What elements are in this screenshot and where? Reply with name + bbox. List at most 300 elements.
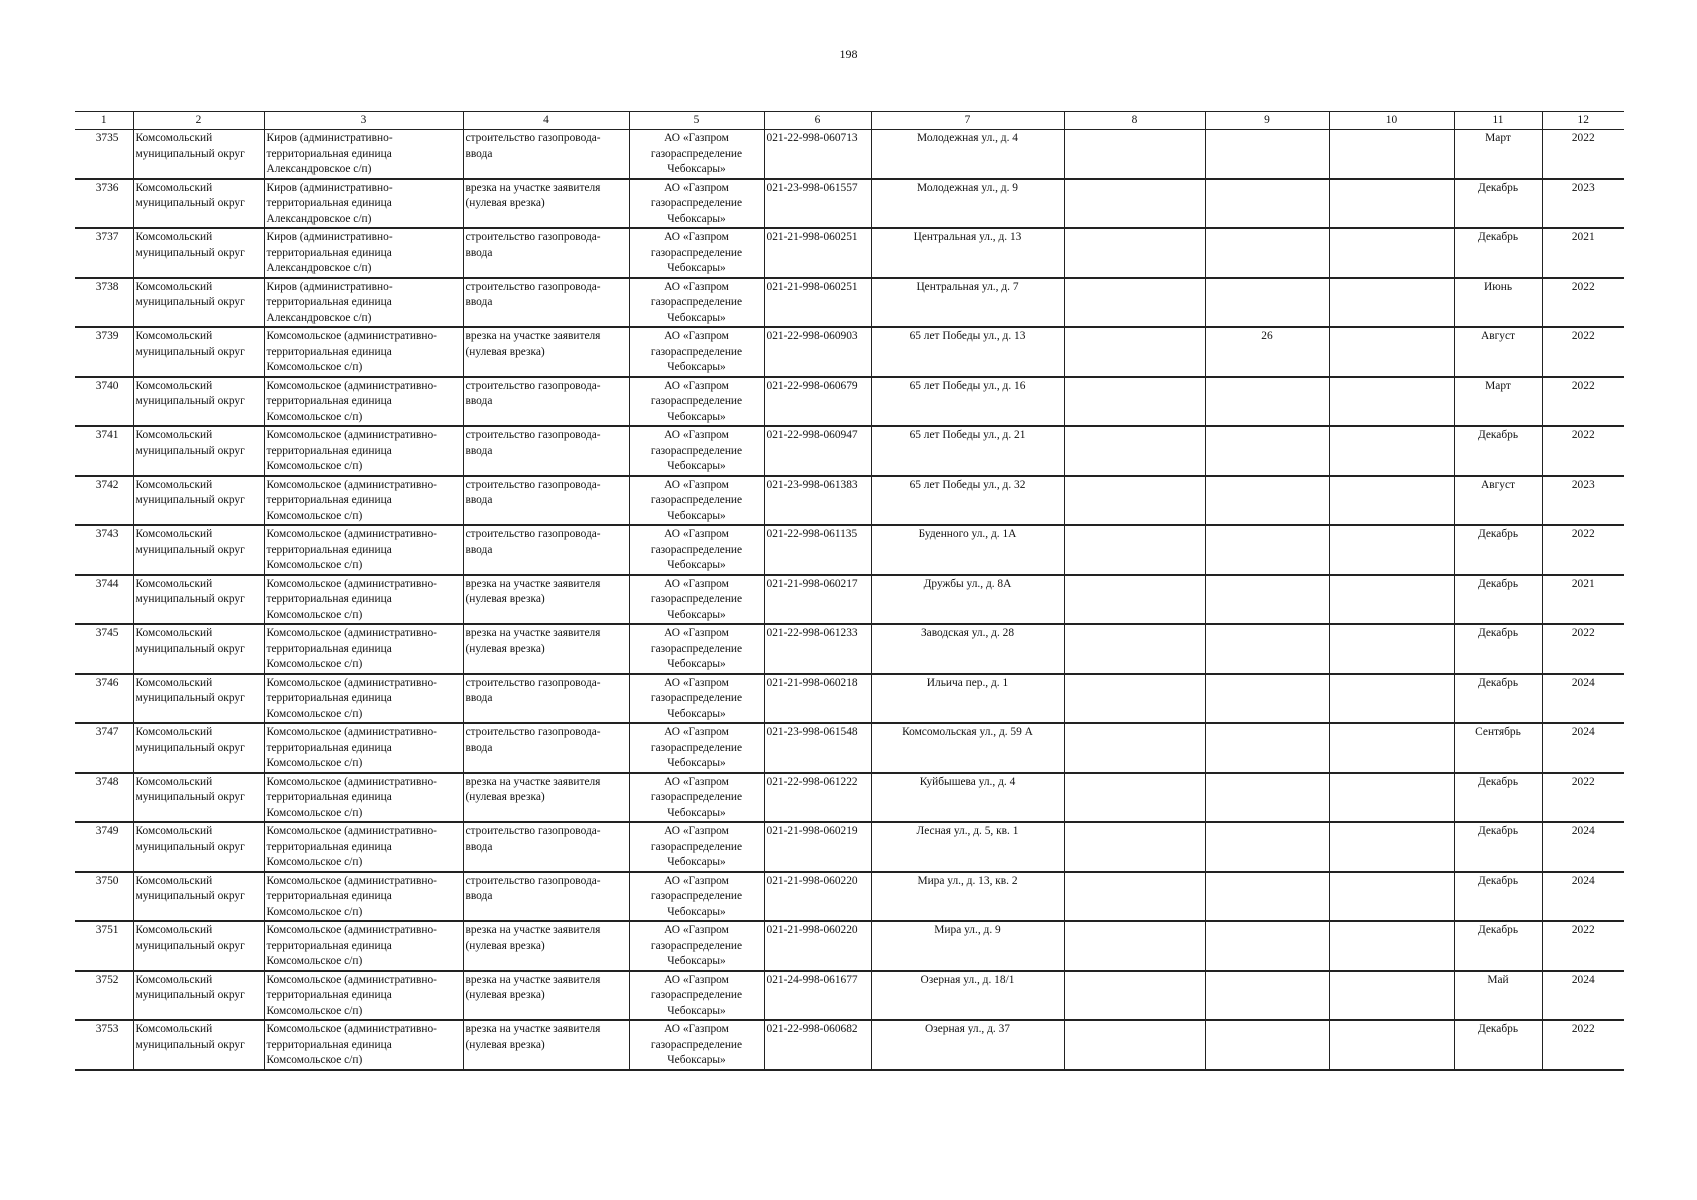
settlement-line: территориальная единица: [266, 989, 392, 1001]
row-number: 3741: [75, 426, 133, 476]
organization-cell: [629, 921, 764, 971]
month-cell: Декабрь: [1454, 575, 1542, 625]
row-number: 3738: [75, 278, 133, 328]
column-9-cell: [1205, 179, 1329, 229]
work-type-line: строительство газопровода-: [465, 132, 601, 144]
column-header-3: 3: [264, 112, 463, 130]
settlement-line: территориальная единица: [266, 494, 392, 506]
address-cell: Центральная ул., д. 13: [871, 228, 1064, 278]
district-line: Комсомольский: [135, 825, 213, 837]
table-body: [75, 130, 1624, 1070]
settlement-line: Комсомольское с/п): [266, 460, 363, 472]
table-row: [75, 228, 1624, 278]
year-cell: 2022: [1542, 377, 1624, 427]
column-8-cell: [1064, 822, 1205, 872]
organization-line: газораспределение: [650, 444, 743, 457]
row-number: 3752: [75, 971, 133, 1021]
column-header-7: 7: [871, 112, 1064, 130]
settlement-line: Комсомольское с/п): [266, 559, 363, 571]
column-9-cell: [1205, 130, 1329, 179]
district-cell: [133, 723, 264, 773]
settlement-line: территориальная единица: [266, 741, 392, 754]
district-line: муниципальный округ: [135, 197, 245, 209]
column-10-cell: [1329, 130, 1454, 179]
settlement-line: Комсомольское с/п): [266, 707, 363, 720]
address-cell: 65 лет Победы ул., д. 32: [871, 476, 1064, 526]
month-cell: Май: [1454, 971, 1542, 1021]
district-cell: [133, 377, 264, 427]
organization-line: газораспределение: [650, 840, 743, 853]
settlement-line: Александровское с/п): [266, 262, 372, 274]
organization-line: Чебоксары»: [667, 1004, 726, 1017]
organization-line: АО «Газпром: [664, 429, 729, 441]
work-type-cell: [463, 575, 629, 625]
work-type-line: строительство газопровода-: [465, 478, 601, 491]
district-cell: [133, 872, 264, 922]
column-10-cell: [1329, 1020, 1454, 1070]
work-type-cell: [463, 130, 629, 179]
district-line: Комсомольский: [135, 775, 213, 788]
table-row: [75, 723, 1624, 773]
column-8-cell: [1064, 130, 1205, 179]
application-number-cell: 021-21-998-060220: [764, 872, 871, 922]
work-type-line: врезка на участке заявителя: [465, 627, 601, 639]
work-type-line: ввода: [465, 741, 493, 754]
organization-cell: [629, 822, 764, 872]
work-type-cell: [463, 773, 629, 823]
work-type-line: (нулевая врезка): [465, 1038, 545, 1051]
year-cell: 2023: [1542, 179, 1624, 229]
settlement-line: территориальная единица: [266, 147, 392, 160]
year-cell: 2022: [1542, 773, 1624, 823]
settlement-line: Александровское с/п): [266, 311, 372, 324]
organization-line: Чебоксары»: [667, 658, 726, 670]
settlement-line: Комсомольское (административно-: [266, 676, 437, 689]
settlement-line: Комсомольское (административно-: [266, 973, 437, 986]
column-header-1: 1: [75, 112, 133, 130]
table-row: [75, 179, 1624, 229]
work-type-line: строительство газопровода-: [465, 379, 601, 392]
district-line: муниципальный округ: [135, 246, 245, 259]
organization-line: АО «Газпром: [664, 627, 729, 639]
month-cell: Июнь: [1454, 278, 1542, 328]
column-9-cell: [1205, 723, 1329, 773]
organization-cell: [629, 624, 764, 674]
application-number-cell: 021-23-998-061557: [764, 179, 871, 229]
row-number: 3750: [75, 872, 133, 922]
row-number: 3743: [75, 525, 133, 575]
settlement-line: Комсомольское (административно-: [266, 478, 437, 491]
organization-line: АО «Газпром: [664, 676, 729, 689]
organization-line: газораспределение: [650, 642, 743, 655]
address-cell: Куйбышева ул., д. 4: [871, 773, 1064, 823]
application-number-cell: 021-22-998-061233: [764, 624, 871, 674]
column-8-cell: [1064, 773, 1205, 823]
column-8-cell: [1064, 624, 1205, 674]
address-cell: Озерная ул., д. 18/1: [871, 971, 1064, 1021]
settlement-cell: [264, 624, 463, 674]
application-number-cell: 021-22-998-060682: [764, 1020, 871, 1070]
column-10-cell: [1329, 426, 1454, 476]
row-number: 3745: [75, 624, 133, 674]
settlement-line: Комсомольское с/п): [266, 608, 363, 621]
work-type-line: врезка на участке заявителя: [465, 330, 601, 342]
work-type-cell: [463, 723, 629, 773]
settlement-line: Киров (административно-: [266, 181, 393, 194]
district-cell: [133, 1020, 264, 1070]
column-header-4: 4: [463, 112, 629, 130]
year-cell: 2022: [1542, 327, 1624, 377]
district-cell: [133, 525, 264, 575]
settlement-line: территориальная единица: [266, 840, 392, 853]
column-header-6: 6: [764, 112, 871, 130]
settlement-line: территориальная единица: [266, 444, 392, 457]
work-type-cell: [463, 971, 629, 1021]
settlement-cell: [264, 476, 463, 526]
settlement-cell: [264, 822, 463, 872]
district-line: муниципальный округ: [135, 890, 245, 902]
district-line: муниципальный округ: [135, 1038, 245, 1051]
column-9-cell: [1205, 278, 1329, 328]
table-row: [75, 822, 1624, 872]
district-cell: [133, 130, 264, 179]
address-cell: Мира ул., д. 13, кв. 2: [871, 872, 1064, 922]
district-line: Комсомольский: [135, 1023, 213, 1035]
table-row: [75, 377, 1624, 427]
organization-line: Чебоксары»: [667, 361, 726, 373]
row-number: 3749: [75, 822, 133, 872]
year-cell: 2024: [1542, 872, 1624, 922]
settlement-line: Комсомольское (административно-: [266, 1023, 437, 1035]
table-row: [75, 773, 1624, 823]
column-10-cell: [1329, 624, 1454, 674]
district-line: Комсомольский: [135, 181, 213, 194]
settlement-cell: [264, 525, 463, 575]
settlement-line: Комсомольское с/п): [266, 856, 363, 868]
settlement-line: Комсомольское с/п): [266, 410, 363, 423]
column-9-cell: [1205, 476, 1329, 526]
column-10-cell: [1329, 773, 1454, 823]
year-cell: 2022: [1542, 130, 1624, 179]
organization-cell: [629, 179, 764, 229]
district-line: муниципальный округ: [135, 840, 245, 853]
column-8-cell: [1064, 327, 1205, 377]
district-line: Комсомольский: [135, 577, 213, 590]
work-type-line: ввода: [465, 494, 493, 506]
row-number: 3746: [75, 674, 133, 724]
organization-line: газораспределение: [650, 147, 743, 160]
district-cell: [133, 179, 264, 229]
work-type-line: ввода: [465, 543, 493, 556]
column-8-cell: [1064, 525, 1205, 575]
row-number: 3751: [75, 921, 133, 971]
work-type-line: строительство газопровода-: [465, 825, 601, 837]
settlement-line: территориальная единица: [266, 642, 392, 655]
row-number: 3748: [75, 773, 133, 823]
organization-line: АО «Газпром: [664, 825, 729, 837]
organization-line: Чебоксары»: [667, 311, 726, 324]
year-cell: 2022: [1542, 525, 1624, 575]
column-header-12: 12: [1542, 112, 1624, 130]
column-8-cell: [1064, 426, 1205, 476]
work-type-cell: [463, 426, 629, 476]
work-type-line: строительство газопровода-: [465, 676, 601, 689]
month-cell: Декабрь: [1454, 921, 1542, 971]
table-row: [75, 278, 1624, 328]
column-10-cell: [1329, 921, 1454, 971]
organization-cell: [629, 723, 764, 773]
work-type-line: ввода: [465, 444, 493, 457]
organization-line: АО «Газпром: [664, 775, 729, 788]
organization-cell: [629, 426, 764, 476]
district-line: муниципальный округ: [135, 395, 245, 407]
settlement-line: Комсомольское с/п): [266, 509, 363, 522]
row-number: 3753: [75, 1020, 133, 1070]
row-number: 3735: [75, 130, 133, 179]
column-10-cell: [1329, 525, 1454, 575]
organization-cell: [629, 377, 764, 427]
district-cell: [133, 624, 264, 674]
district-line: муниципальный округ: [135, 543, 245, 556]
application-number-cell: 021-21-998-060251: [764, 278, 871, 328]
organization-line: газораспределение: [650, 593, 743, 605]
organization-line: Чебоксары»: [667, 757, 726, 769]
application-number-cell: 021-22-998-060903: [764, 327, 871, 377]
column-8-cell: [1064, 228, 1205, 278]
settlement-line: Комсомольское с/п): [266, 955, 363, 967]
column-10-cell: [1329, 674, 1454, 724]
district-line: Комсомольский: [135, 973, 213, 986]
row-number: 3737: [75, 228, 133, 278]
settlement-line: Александровское с/п): [266, 163, 372, 175]
settlement-cell: [264, 773, 463, 823]
settlement-line: Комсомольское (административно-: [266, 577, 437, 590]
application-number-cell: 021-21-998-060219: [764, 822, 871, 872]
work-type-line: врезка на участке заявителя: [465, 973, 601, 986]
column-10-cell: [1329, 971, 1454, 1021]
organization-line: газораспределение: [650, 494, 743, 506]
application-number-cell: 021-21-998-060251: [764, 228, 871, 278]
column-header-10: 10: [1329, 112, 1454, 130]
organization-line: Чебоксары»: [667, 410, 726, 423]
organization-line: АО «Газпром: [664, 924, 729, 936]
month-cell: Март: [1454, 377, 1542, 427]
settlement-line: Киров (административно-: [266, 231, 393, 243]
work-type-line: ввода: [465, 395, 493, 407]
application-number-cell: 021-23-998-061548: [764, 723, 871, 773]
organization-cell: [629, 476, 764, 526]
month-cell: Сентябрь: [1454, 723, 1542, 773]
column-8-cell: [1064, 1020, 1205, 1070]
district-line: муниципальный округ: [135, 345, 245, 358]
work-type-line: строительство газопровода-: [465, 528, 601, 540]
organization-line: АО «Газпром: [664, 577, 729, 590]
district-line: Комсомольский: [135, 726, 213, 738]
district-line: Комсомольский: [135, 874, 213, 887]
settlement-line: Комсомольское (административно-: [266, 825, 437, 837]
organization-line: АО «Газпром: [664, 1023, 729, 1035]
district-line: муниципальный округ: [135, 989, 245, 1001]
column-9-cell: [1205, 624, 1329, 674]
settlement-line: территориальная единица: [266, 197, 392, 209]
column-header-5: 5: [629, 112, 764, 130]
row-number: 3736: [75, 179, 133, 229]
district-line: Комсомольский: [135, 528, 213, 540]
district-line: муниципальный округ: [135, 692, 245, 704]
address-cell: Молодежная ул., д. 9: [871, 179, 1064, 229]
table-row: [75, 575, 1624, 625]
work-type-cell: [463, 377, 629, 427]
year-cell: 2024: [1542, 723, 1624, 773]
column-10-cell: [1329, 327, 1454, 377]
address-cell: Буденного ул., д. 1А: [871, 525, 1064, 575]
organization-line: АО «Газпром: [664, 973, 729, 986]
organization-line: газораспределение: [650, 395, 743, 407]
district-line: Комсомольский: [135, 429, 213, 441]
organization-line: Чебоксары»: [667, 509, 726, 522]
district-line: муниципальный округ: [135, 444, 245, 457]
settlement-line: территориальная единица: [266, 395, 392, 407]
settlement-line: Комсомольское с/п): [266, 757, 363, 769]
month-cell: Декабрь: [1454, 1020, 1542, 1070]
month-cell: Декабрь: [1454, 228, 1542, 278]
organization-line: АО «Газпром: [664, 726, 729, 738]
application-number-cell: 021-22-998-061222: [764, 773, 871, 823]
organization-cell: [629, 130, 764, 179]
month-cell: Декабрь: [1454, 773, 1542, 823]
organization-line: Чебоксары»: [667, 559, 726, 571]
work-type-line: (нулевая врезка): [465, 593, 545, 605]
organization-line: Чебоксары»: [667, 955, 726, 967]
column-9-cell: [1205, 822, 1329, 872]
organization-cell: [629, 575, 764, 625]
settlement-cell: [264, 130, 463, 179]
settlement-cell: [264, 327, 463, 377]
work-type-cell: [463, 525, 629, 575]
work-type-line: (нулевая врезка): [465, 939, 545, 952]
settlement-line: Комсомольское с/п): [266, 1054, 363, 1066]
work-type-line: ввода: [465, 890, 493, 902]
settlement-line: территориальная единица: [266, 345, 392, 358]
organization-line: АО «Газпром: [664, 478, 729, 491]
application-number-cell: 021-23-998-061383: [764, 476, 871, 526]
year-cell: 2024: [1542, 674, 1624, 724]
column-10-cell: [1329, 575, 1454, 625]
work-type-cell: [463, 872, 629, 922]
organization-line: газораспределение: [650, 197, 743, 209]
district-line: муниципальный округ: [135, 791, 245, 803]
organization-line: АО «Газпром: [664, 181, 729, 194]
column-10-cell: [1329, 872, 1454, 922]
work-type-line: врезка на участке заявителя: [465, 181, 601, 194]
settlement-cell: [264, 179, 463, 229]
settlement-cell: [264, 872, 463, 922]
work-type-line: врезка на участке заявителя: [465, 775, 601, 788]
settlement-line: Комсомольское (административно-: [266, 924, 437, 936]
organization-line: Чебоксары»: [667, 163, 726, 175]
district-line: муниципальный округ: [135, 494, 245, 506]
column-9-cell: [1205, 872, 1329, 922]
settlement-line: Комсомольское (административно-: [266, 379, 437, 392]
year-cell: 2022: [1542, 624, 1624, 674]
district-cell: [133, 278, 264, 328]
work-type-line: (нулевая врезка): [465, 345, 545, 358]
address-cell: Центральная ул., д. 7: [871, 278, 1064, 328]
settlement-line: Комсомольское (административно-: [266, 330, 437, 342]
district-line: Комсомольский: [135, 478, 213, 491]
organization-line: АО «Газпром: [664, 874, 729, 887]
month-cell: Декабрь: [1454, 525, 1542, 575]
district-line: муниципальный округ: [135, 593, 245, 605]
settlement-cell: [264, 674, 463, 724]
settlement-line: Комсомольское с/п): [266, 1004, 363, 1017]
column-10-cell: [1329, 476, 1454, 526]
district-cell: [133, 476, 264, 526]
work-type-cell: [463, 228, 629, 278]
year-cell: 2024: [1542, 971, 1624, 1021]
month-cell: Декабрь: [1454, 674, 1542, 724]
work-type-line: (нулевая врезка): [465, 989, 545, 1001]
column-8-cell: [1064, 921, 1205, 971]
row-number: 3742: [75, 476, 133, 526]
column-9-cell: [1205, 921, 1329, 971]
column-number-header-row: [75, 112, 1624, 130]
settlement-line: территориальная единица: [266, 593, 392, 605]
settlement-line: территориальная единица: [266, 296, 392, 308]
organization-line: Чебоксары»: [667, 212, 726, 225]
column-10-cell: [1329, 228, 1454, 278]
work-type-line: врезка на участке заявителя: [465, 577, 601, 590]
district-cell: [133, 971, 264, 1021]
settlement-line: Комсомольское с/п): [266, 658, 363, 670]
settlement-line: Комсомольское с/п): [266, 806, 363, 819]
organization-line: АО «Газпром: [664, 231, 729, 243]
settlement-cell: [264, 921, 463, 971]
column-9-cell: [1205, 525, 1329, 575]
address-cell: Заводская ул., д. 28: [871, 624, 1064, 674]
organization-line: АО «Газпром: [664, 132, 729, 144]
row-number: 3740: [75, 377, 133, 427]
organization-line: газораспределение: [650, 1038, 743, 1051]
settlement-cell: [264, 228, 463, 278]
application-number-cell: 021-21-998-060217: [764, 575, 871, 625]
work-type-cell: [463, 822, 629, 872]
table-row: [75, 426, 1624, 476]
application-number-cell: 021-21-998-060220: [764, 921, 871, 971]
month-cell: Декабрь: [1454, 822, 1542, 872]
address-cell: 65 лет Победы ул., д. 13: [871, 327, 1064, 377]
organization-line: Чебоксары»: [667, 806, 726, 819]
district-line: Комсомольский: [135, 280, 213, 293]
page-number: 198: [839, 47, 858, 61]
column-9-cell: [1205, 228, 1329, 278]
district-line: Комсомольский: [135, 924, 213, 936]
organization-line: газораспределение: [650, 989, 743, 1001]
work-type-cell: [463, 179, 629, 229]
organization-cell: [629, 971, 764, 1021]
column-header-9: 9: [1205, 112, 1329, 130]
organization-line: Чебоксары»: [667, 1054, 726, 1066]
work-type-cell: [463, 1020, 629, 1070]
organization-cell: [629, 674, 764, 724]
column-9-cell: [1205, 426, 1329, 476]
organization-line: газораспределение: [650, 296, 743, 308]
organization-line: АО «Газпром: [664, 280, 729, 293]
column-10-cell: [1329, 179, 1454, 229]
application-number-cell: 021-22-998-060947: [764, 426, 871, 476]
year-cell: 2021: [1542, 228, 1624, 278]
row-number: 3739: [75, 327, 133, 377]
